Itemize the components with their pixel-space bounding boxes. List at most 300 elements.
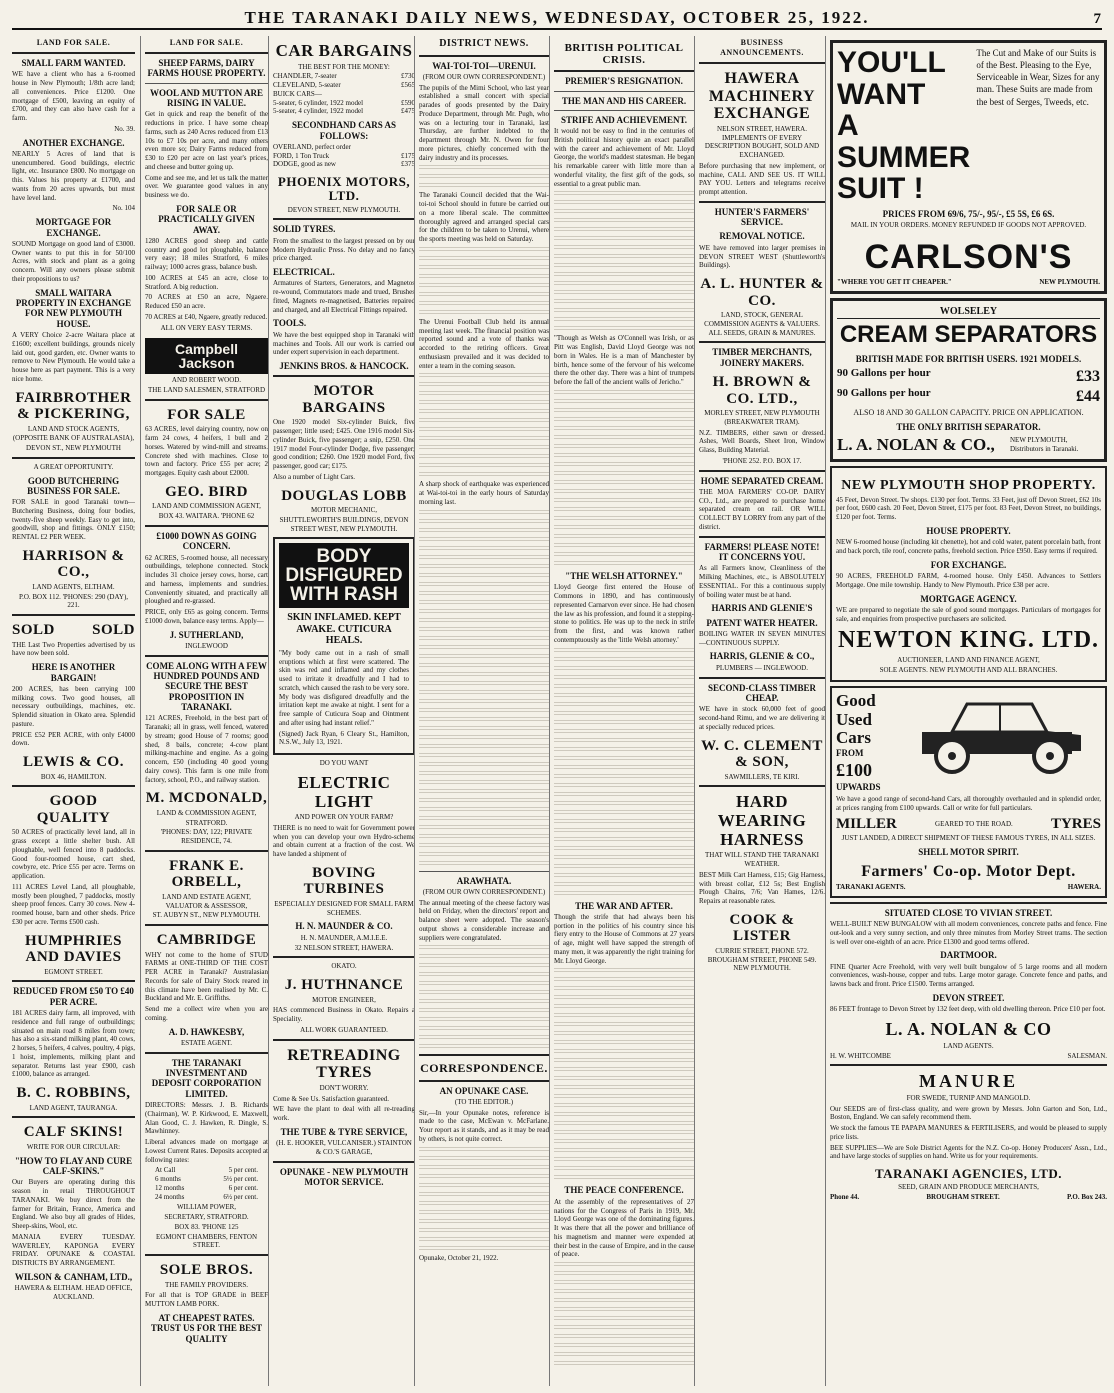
ad-text: WE have a client who has a 6-roomed house in New Plymouth; 1/8th acre land; all conveniences. Price £1200. One mortgage of £500, leaving an equity of £700, and they can also have cash for a farm. bbox=[12, 70, 135, 123]
car-name: FORD, 1 Ton Truck bbox=[273, 151, 330, 160]
ad-slogan: "WHERE YOU GET IT CHEAPER." bbox=[837, 278, 952, 287]
car-price: £475 bbox=[401, 107, 415, 116]
ad-heading: MOTOR BARGAINS bbox=[302, 383, 386, 416]
article-paragraph: "Though as Welsh as O'Connell was Irish, or as Pitt was English, David Lloyd George was not born in Wales. He is a man of Manchester by birth, hence some of the fervour of his welcome there the other day. There was a hint of trumpets before the fall of the ancient walls of Jericho." bbox=[554, 334, 694, 387]
agent-name: WILLIAM POWER, bbox=[176, 1203, 237, 1212]
agent-details: SALESMAN. bbox=[1067, 1051, 1107, 1060]
list-item bbox=[273, 81, 415, 90]
ad-subheading: DON'T WORRY. bbox=[319, 1083, 369, 1092]
used-cars-list bbox=[273, 143, 415, 169]
ad-text: WELL-BUILT NEW BUNGALOW with all modern conveniences, concrete paths and fence. Fine out-look and a very sunny section, and only three minutes from Morley Street trams. The section is well over one-eighth of an acre. Price £1300 and good terms offered. bbox=[830, 920, 1107, 946]
article-signoff: Opunake, October 21, 1922. bbox=[419, 1253, 499, 1262]
agent-details: BOX 43. WAITARA. 'PHONE 62 bbox=[158, 512, 255, 521]
agent-name: GEO. BIRD bbox=[165, 483, 248, 500]
brand-name: WOLSELEY bbox=[837, 306, 1100, 320]
price-label: £100 bbox=[836, 760, 872, 781]
agent-details: MOTOR MECHANIC, bbox=[311, 506, 377, 515]
ad-heading: SHEEP FARMS, DAIRY FARMS HOUSE PROPERTY. bbox=[147, 58, 266, 79]
agent-name: WILSON & CANHAM, LTD., bbox=[14, 1271, 133, 1282]
car-name: 5-seater, 4 cylinder, 1922 model bbox=[273, 107, 364, 116]
article-heading: WAI-TOI-TOI—URENUI. bbox=[432, 60, 536, 71]
ad-heading: RETREADING TYRES bbox=[287, 1046, 401, 1082]
agent-name: HUMPHRIES AND DAVIES bbox=[24, 932, 122, 966]
ad-text: We have a good range of second-hand Cars, all thoroughly overhauled and in splendid order, at prices ranging from £100 upwards. Call or write for full particulars. bbox=[836, 795, 1101, 812]
agent-details: THE LAND SALESMEN, STRATFORD bbox=[147, 386, 266, 395]
wolseley-separator-ad bbox=[830, 298, 1107, 462]
agent-details: (H. E. HOOKER, VULCANISER.) STAINTON & CO.'S GARAGE, bbox=[276, 1139, 412, 1156]
ad-heading: SECOND-CLASS TIMBER CHEAP. bbox=[707, 682, 817, 703]
ad-text: ALSO 18 AND 30 GALLON CAPACITY. PRICE ON APPLICATION. bbox=[853, 407, 1084, 417]
agent-details: NEW PLYMOUTH, Distributors in Taranaki. bbox=[1010, 435, 1079, 453]
rate-term: 24 months bbox=[155, 1192, 185, 1201]
ad-text: SOUND Mortgage on good land of £3000. Owner wants to put this in for 50/100 Acres, with stock and plant as a going concern. Will any owners please submit their propositions to us? bbox=[12, 239, 135, 283]
column-business-announcements bbox=[694, 36, 825, 1386]
agent-name: Farmers' Co-op. Motor Dept. bbox=[861, 863, 1076, 881]
agent-details: LAND AGENTS. bbox=[943, 1041, 994, 1050]
car-name: OVERLAND, perfect order bbox=[273, 142, 351, 151]
section-heading: DISTRICT NEWS. bbox=[439, 38, 529, 49]
agent-details: MORLEY STREET, NEW PLYMOUTH (BREAKWATER TRAM). bbox=[704, 409, 820, 426]
ad-text: FOR SALE in good Taranaki town—Butchering Business, doing four bodies, twenty-five sheep weekly. Easy to get into, goodwill, shop and fittings. ONLY £150; RENTAL £2 PER WEEK. bbox=[12, 498, 135, 542]
ad-text: PRICE, only £65 as going concern. Terms £1000 down, balance easy terms. Apply— bbox=[145, 608, 268, 625]
ad-heading: ELECTRIC LIGHT bbox=[297, 772, 391, 811]
article-heading: PREMIER'S RESIGNATION. bbox=[565, 76, 683, 87]
agent-name: H. N. MAUNDER & CO. bbox=[295, 921, 393, 932]
agent-name: L. A. NOLAN & CO bbox=[885, 1018, 1052, 1039]
car-price: £730 bbox=[401, 72, 415, 81]
tyre-label: TYRES bbox=[1050, 815, 1101, 832]
agent-details: LAND AND COMMISSION AGENT, bbox=[152, 502, 261, 511]
ad-text: THERE is no need to wait for Government power when you can develop your own Hydro-scheme and obtain current at a fraction of the cost. We have landed a shipment of bbox=[273, 823, 415, 859]
article-heading: "THE WELSH ATTORNEY." bbox=[565, 570, 683, 581]
agent-name: J. SUTHERLAND, bbox=[169, 629, 244, 640]
ad-text: N.Z. TIMBERS, either sawn or dressed. Ashes, Well Boards, Sheet Iron, Window Glass, Building Material. bbox=[699, 428, 825, 454]
ad-kicker: OKATO. bbox=[331, 962, 357, 971]
cuticura-ad bbox=[273, 537, 415, 755]
ad-heading: NEW PLYMOUTH SHOP PROPERTY. bbox=[841, 478, 1096, 494]
agent-name: A. D. HAWKESBY, bbox=[168, 1026, 245, 1037]
used-cars-ad bbox=[830, 686, 1107, 898]
agent-name: PHOENIX MOTORS, LTD. bbox=[277, 174, 411, 204]
ad-text: MANAIA EVERY TUESDAY. WAVERLEY, KAPONGA EVERY FRIDAY. OPUNAKE & COASTAL DISTRICTS BY ARRANGEMENT. bbox=[12, 1232, 135, 1267]
ad-heading: SOLID TYRES. bbox=[273, 224, 336, 235]
ad-subheading: AND POWER ON YOUR FARM? bbox=[294, 813, 394, 822]
ad-text: As all Farmers know, Cleanliness of the Milking Machines, etc., is ABSOLUTELY ESSENTIAL. For this a continuous supply of boiling water must be at hand. bbox=[699, 564, 825, 599]
agent-details: H. N. MAUNDER, A.M.I.E.E. bbox=[300, 933, 388, 942]
article-heading: BRITISH POLITICAL CRISIS. bbox=[564, 42, 684, 67]
ad-text: 63 ACRES, level dairying country, now on farm 24 cows, 4 heifers, 1 bull and 2 horses. Watered by wind-mill and streams. Concrete shed with machines. Close to town and factory. Price £55 per acre; 2 mortgages. Equity cash about £2000. bbox=[145, 425, 268, 478]
agent-name: W. C. CLEMENT & SON, bbox=[701, 737, 823, 770]
list-item bbox=[273, 152, 415, 161]
ad-subheading: SKIN INFLAMED. KEPT AWAKE. CUTICURA HEALS. bbox=[287, 612, 401, 647]
agent-name: HAWERA MACHINERY EXCHANGE bbox=[708, 70, 816, 123]
agent-details: SHUTTLEWORTH'S BUILDINGS, DEVON STREET WEST, NEW PLYMOUTH. bbox=[279, 515, 409, 533]
ad-signature: (Signed) Jack Ryan, 6 Cleary St., Hamilton, N.S.W., July 13, 1921. bbox=[279, 729, 409, 747]
ad-text: ALL WORK GUARANTEED. bbox=[300, 1025, 388, 1034]
column-political-crisis bbox=[549, 36, 694, 1386]
ad-text: The Cut and Make of our Suits is of the Best. Pleasing to the Eye, Serviceable in Wear, Sizes for any man. These Suits are made from the best of Serges, Tweeds, etc. bbox=[976, 48, 1100, 107]
rate-term: At Call bbox=[155, 1166, 176, 1175]
ad-text: THE Last Two Properties advertised by us have now been sold. bbox=[12, 640, 135, 658]
ad-heading: SMALL WAITARA PROPERTY IN EXCHANGE FOR NEW PLYMOUTH HOUSE. bbox=[15, 287, 132, 329]
ad-town: NEW PLYMOUTH. bbox=[1039, 278, 1100, 287]
ad-text: UPWARDS bbox=[836, 781, 881, 792]
agent-name: J. HUTHNANCE bbox=[284, 977, 404, 994]
ad-heading: AT CHEAPEST RATES. TRUST US FOR THE BEST QUALITY bbox=[150, 1312, 263, 1344]
agent-name: Campbell Jackson bbox=[145, 338, 268, 374]
ad-subheading: ESPECIALLY DESIGNED FOR SMALL FARM SCHEMES. bbox=[274, 899, 414, 917]
article-paragraph: Sir,—In your Opunake notes, reference is made to the case, McEwan v. McFarlane. Your report as it stands, and as it may be read by others, is not quite correct. bbox=[419, 1108, 549, 1143]
tyre-brand: MILLER bbox=[836, 815, 897, 832]
rate-value: 5 per cent. bbox=[228, 1166, 258, 1175]
ad-text: We stock the famous TE PAPAPA MANURES & FERTILISERS, and would be pleased to supply price lists. bbox=[830, 1124, 1107, 1141]
ad-heading: REMOVAL NOTICE. bbox=[719, 231, 805, 242]
rate-value: 6½ per cent. bbox=[223, 1192, 258, 1201]
ad-text: Liberal advances made on mortgage at Lowest Current Rates. Deposits accepted at following rates: bbox=[145, 1138, 268, 1164]
list-item bbox=[273, 90, 415, 99]
article-paragraph: The Taranaki Council decided that the Wai-toi-toi School should in future be carried out on a more liberal scale. The committee thoroughly agreed and arranged special cars for the children to be taken to Urenui, where the sports meeting was held on Saturday. bbox=[419, 191, 549, 244]
sold-label: SOLD bbox=[92, 622, 135, 639]
ad-headline: A bbox=[837, 109, 859, 142]
agent-details: CURRIE STREET, PHONE 572. BROUGHAM STREET, PHONE 549. NEW PLYMOUTH. bbox=[707, 946, 817, 973]
agent-name: H. BROWN & CO. LTD., bbox=[712, 374, 812, 407]
ad-text: WE are prepared to negotiate the sale of good sound mortgages. Particulars of mortgages for sale, and enquiries from prospective purchasers are solicited. bbox=[836, 605, 1101, 623]
article-paragraph: Lloyd George first entered the House of Commons in 1890, and has continuously represented Carnarvon ever since. He had chosen the law as his profession, and found it a stepping-stone to politics. He was up to the neck in strife from the first, and was known rather contemptuously as the 'little Welsh attorney.' bbox=[554, 583, 694, 644]
vintage-car-icon bbox=[912, 692, 1092, 778]
agent-details: LAND AND STOCK AGENTS, bbox=[27, 424, 120, 433]
agent-details: AND ROBERT WOOD. bbox=[171, 376, 242, 385]
sold-banner bbox=[12, 622, 135, 639]
agent-name: FAIRBROTHER & PICKERING, bbox=[15, 389, 132, 422]
agent-details: EGMONT CHAMBERS, FENTON STREET. bbox=[155, 1232, 258, 1250]
newton-king-property-ad bbox=[830, 466, 1107, 682]
ad-title: BODY DISFIGURED WITH RASH bbox=[279, 543, 409, 608]
ad-text: PRICE £52 PER ACRE, with only £4000 down. bbox=[12, 730, 135, 748]
ad-headline: Good Used Cars bbox=[836, 690, 876, 748]
ad-text: THE MOA FARMERS' CO-OP. DAIRY CO., Ltd., are prepared to purchase home separated cream on rail. OR WILL COLLECT BY LORRY from any part of the district. bbox=[699, 487, 825, 531]
ad-text: 100 ACRES at £45 an acre, close to Stratford. A big reduction. bbox=[145, 273, 268, 291]
column-display-ads bbox=[825, 36, 1107, 1386]
ad-text: A VERY Choice 2-acre Waitara place at £1600; excellent buildings, grounds nicely laid out, good garden, etc. Owner wants to remove to New Plymouth. He would take a house here as part payment. This is a very nice home. bbox=[12, 331, 135, 383]
ad-text: Our SEEDS are of first-class quality, and were grown by Messrs. John Garton and Son, Ltd., Boston, England. We can safely recommend them. bbox=[830, 1104, 1107, 1122]
ad-subheading: THAT WILL STAND THE TARANAKI WEATHER. bbox=[705, 851, 819, 869]
agent-name: L. A. NOLAN & CO., bbox=[837, 435, 995, 455]
tyre-slogan: GEARED TO THE ROAD. bbox=[935, 819, 1013, 828]
ad-text: FINE Quarter Acre Freehold, with very well built bungalow of 5 large rooms and all modern conveniences, wash-house, copper and tubs. Large motor garage. Concrete fence and paths, and lawns back and front. Price £1500. Terms arranged. bbox=[830, 962, 1107, 989]
article-heading: THE WAR AND AFTER. bbox=[575, 900, 673, 911]
article-paragraph: The pupils of the Mimi School, who last year established a small concert with special parades of goods presented by the Dairy Produce Department, through Mr. Pugh, who was on a lecturing tour in Taranaki, last Thursday, are further indebted to the department through Mr. N. Owen for four more pictures, chiefly concerned with the dairy industry and its processes. bbox=[419, 83, 549, 162]
car-price: £565 bbox=[401, 81, 415, 90]
agent-details: NELSON STREET, HAWERA. IMPLEMENTS OF EVERY DESCRIPTION BOUGHT, SOLD AND EXCHANGED. bbox=[704, 124, 820, 160]
ad-text: BEE SUPPLIES—We are Sole District Agents for the N.Z. Co-op. Honey Producers' Assn., Ltd., and have large stocks of supplies on hand. Write us for your requirements. bbox=[830, 1143, 1107, 1161]
article-paragraph: The Urenui Football Club held its annual meeting last week. The financial position was reported sound and a vote of thanks was accorded to the retiring officers. Great enthusiasm prevailed and it was decided to enter a team in the coming season. bbox=[419, 317, 549, 370]
agent-details: Phone 44. bbox=[830, 1193, 860, 1202]
ad-text: WE have the plant to deal with all re-treading work. bbox=[273, 1105, 415, 1122]
list-item bbox=[273, 99, 415, 108]
ad-heading: FOR SALE bbox=[167, 406, 246, 423]
agent-name: LEWIS & CO. bbox=[23, 754, 124, 771]
ad-heading: SMALL FARM WANTED. bbox=[21, 58, 126, 68]
ad-text: One 1920 model Six-cylinder Buick, five passenger; little used; £425. One 1916 model Six-cylinder Buick, five passenger; a snip, £250. One 1917 model Four-cylinder Dodge, five passenger; good condition; £260. One 1920 model Ford, five passenger, good car; £175. bbox=[273, 418, 415, 471]
ad-heading: TOOLS. bbox=[273, 318, 307, 329]
ad-text: JUST LANDED, A DIRECT SHIPMENT OF THESE FAMOUS TYRES, IN ALL SIZES. bbox=[841, 834, 1096, 843]
ad-subheading: FOR SWEDE, TURNIP AND MANGOLD. bbox=[906, 1093, 1031, 1102]
agent-details: BOX 46, HAMILTON. bbox=[40, 772, 107, 781]
car-name: CHANDLER, 7-seater bbox=[273, 72, 337, 81]
section-heading: LAND FOR SALE. bbox=[36, 38, 111, 47]
agent-details: LAND AGENTS, ELTHAM. bbox=[32, 582, 115, 591]
agent-details: BROUGHAM STREET. bbox=[926, 1193, 1000, 1202]
agent-details: DEVON ST., NEW PLYMOUTH bbox=[26, 444, 121, 452]
ad-text: HAS commenced Business in Okato. Repairs a Speciality. bbox=[273, 1006, 415, 1024]
agent-details: P.O. BOX 112. 'PHONES: 290 (DAY), 221. bbox=[18, 592, 129, 610]
table-row bbox=[155, 1175, 258, 1184]
ad-heading: HERE IS ANOTHER BARGAIN! bbox=[31, 662, 116, 683]
agent-name: TARANAKI AGENCIES, LTD. bbox=[874, 1166, 1063, 1182]
ad-kicker: A GREAT OPPORTUNITY. bbox=[33, 462, 114, 471]
ad-heading: HOME SEPARATED CREAM. bbox=[700, 475, 824, 486]
ad-headline: SUIT ! bbox=[837, 172, 924, 205]
agent-details: MOTOR ENGINEER, bbox=[312, 995, 376, 1004]
ad-text: From the smallest to the largest pressed on by our Modern Hydraulic Press. No delay and no fancy price charged. bbox=[273, 236, 415, 263]
ad-reference: No. 39. bbox=[114, 124, 135, 133]
section-heading: BUSINESS ANNOUNCEMENTS. bbox=[720, 38, 804, 57]
article-paragraph: A sharp shock of earthquake was experienced at Wai-toi-toi in the early hours of Saturday morning last. bbox=[419, 480, 549, 506]
agent-details: INGLEWOOD bbox=[185, 641, 228, 650]
ad-text: 1280 ACRES good sheep and cattle country and good lot ploughable, balance very easy; 18 miles Stratford, 6 miles railway; 1000 acres grass, balance bush. bbox=[145, 236, 268, 272]
agent-details: SAWMILLERS, TE KIRI. bbox=[724, 772, 800, 781]
car-name: DODGE, good as new bbox=[273, 160, 336, 169]
ad-text: DIRECTORS: Messrs. J. B. Richards (Chairman), W. P. Kirkwood, E. Maxwell, Alan Good, C. J. Hawken, R. Dingle, S. Mawhinney. bbox=[145, 1101, 268, 1136]
ad-text: Come & See Us. Satisfaction guaranteed. bbox=[273, 1094, 390, 1103]
agent-details: 32 NELSON STREET, HAWERA. bbox=[294, 943, 394, 952]
ad-heading: HOUSE PROPERTY. bbox=[926, 525, 1011, 536]
agent-details: EGMONT STREET. bbox=[44, 967, 103, 976]
article-heading: AN OPUNAKE CASE. bbox=[439, 1085, 529, 1096]
ad-text: 50 ACRES of practically level land, all in grass except a little shelter bush. All ploughable, well fenced into 8 paddocks. Good four-roomed house, cart shed, cowbyre, etc. Price £55 per acre. Terms on application. bbox=[12, 828, 135, 881]
list-item bbox=[273, 72, 415, 81]
ad-heading: ELECTRICAL. bbox=[273, 267, 335, 278]
agent-name: HARRISON & CO., bbox=[22, 547, 125, 581]
newspaper-title: THE TARANAKI DAILY NEWS, WEDNESDAY, OCTOBER 25, 1922. bbox=[244, 8, 870, 27]
ad-heading: DEVON STREET. bbox=[932, 992, 1005, 1003]
article-heading: THE MAN AND HIS CAREER. bbox=[561, 95, 687, 106]
ad-text: WE have in stock 60,000 feet of good second-hand Rimu, and we are delivering it at specially reduced prices. bbox=[699, 705, 825, 731]
ad-text: WE have removed into larger premises in DEVON STREET WEST (Shuttleworth's Buildings). bbox=[699, 243, 825, 270]
ad-heading: GOOD BUTCHERING BUSINESS FOR SALE. bbox=[27, 475, 120, 496]
ad-heading: £1000 DOWN AS GOING CONCERN. bbox=[156, 530, 257, 552]
ad-heading: OPUNAKE - NEW PLYMOUTH MOTOR SERVICE. bbox=[279, 1166, 409, 1187]
ad-text: 45 Feet, Devon Street. Tw shops. £130 per foot. Terms. 33 Feet, just off Devon Street, £62 10s per foot, £600 cash. 20 Feet, Devon Street, £175 per foot. 83 Feet, Devon Street, no buildings, £120 per foot. Terms. bbox=[836, 495, 1101, 522]
ad-text: Send me a collect wire when you are coming. bbox=[145, 1005, 268, 1022]
ad-text: MAIL IN YOUR ORDERS. MONEY REFUNDED IF GOODS NOT APPROVED. bbox=[850, 220, 1087, 229]
ad-text: Our Buyers are operating during this season in retail THROUGHOUT TARANAKI. We buy direct from the farmer for Britain, France, America and England. We also buy all grades of Hides, Sheep-skins, Wool, etc. bbox=[12, 1178, 135, 1230]
ad-text: BEST Milk Cart Harness, £15; Gig Harness, with breast collar, £12 5s; Best English Plough Chains, 7/6; Van Hames, 12/6. Repairs at reasonable rates. bbox=[699, 870, 825, 906]
article-heading: CORRESPONDENCE. bbox=[420, 1061, 548, 1076]
article-paragraph: The annual meeting of the cheese factory was held on Friday, when the directors' report and balance sheet were adopted. The season's output shows a considerable increase and suppliers were congratulated. bbox=[419, 898, 549, 942]
ad-heading: FOR SALE OR PRACTICALLY GIVEN AWAY. bbox=[158, 203, 255, 235]
brand-logo: CARLSON'S bbox=[864, 237, 1073, 276]
agent-details: H. W. WHITCOMBE bbox=[830, 1051, 891, 1060]
agent-name: COOK & LISTER bbox=[729, 911, 795, 945]
ad-heading: MANURE bbox=[919, 1071, 1018, 1092]
table-row bbox=[155, 1184, 258, 1193]
ad-heading: SECONDHAND CARS AS FOLLOWS: bbox=[291, 120, 397, 141]
ad-text: FROM bbox=[836, 748, 864, 759]
ad-headline: WANT bbox=[837, 77, 926, 111]
capacity-label: 90 Gallons per hour bbox=[837, 366, 931, 379]
agent-details: AUCTIONEER, LAND AND FINANCE AGENT, bbox=[897, 656, 1040, 665]
agent-details: THE FAMILY PROVIDERS. bbox=[164, 1280, 249, 1289]
ad-text: 200 ACRES, has been carrying 100 milking cows. Two good houses, all necessary outbuildings, machines, etc. Splendid situation in Okato area. Splendid pasture. bbox=[12, 684, 135, 728]
ad-headline: YOU'LL bbox=[837, 46, 946, 79]
rate-term: 6 months bbox=[155, 1175, 181, 1184]
agent-details: P.O. Box 243. bbox=[1067, 1193, 1107, 1202]
ad-tagline: THE ONLY BRITISH SEPARATOR. bbox=[896, 421, 1041, 432]
ad-headline: SUMMER bbox=[837, 140, 971, 174]
ad-heading: SITUATED CLOSE TO VIVIAN STREET. bbox=[884, 907, 1053, 918]
article-byline: (FROM OUR OWN CORRESPONDENT.) bbox=[422, 887, 546, 896]
column-land-for-sale-2 bbox=[140, 36, 268, 1386]
ad-text: Get in quick and reap the benefit of the reductions in price. I have some cheap farms, such as 240 Acres reduced from £13 10s to £7 10s per acre, and many others even more so; Dairy Farms reduced from £30 to £20 per acre on last year's prices, and cheese and butter going up. bbox=[145, 110, 268, 171]
ad-text: 121 ACRES, Freehold, in the best part of Taranaki; all in grass, well fenced, watered by stream; good House of 7 rooms; good shed, 8 bails, concrete; 4-cow plant milking-machine and engine. As a going concern, £50 (including 40 good young dairy cows). This farm is one mile from factory, school, P.O., and railway station. bbox=[145, 714, 268, 784]
agent-name: HARRIS, GLENIE & CO., bbox=[709, 651, 815, 662]
ad-heading: DARTMOOR. bbox=[940, 950, 997, 961]
price-label: £44 bbox=[1076, 387, 1100, 405]
car-price: £175 bbox=[401, 151, 415, 160]
ad-text: WRITE FOR OUR CIRCULAR: bbox=[26, 1142, 121, 1151]
agent-name: THE TUBE & TYRE SERVICE, bbox=[280, 1126, 408, 1137]
carlsons-suit-ad bbox=[830, 40, 1107, 294]
deposit-rates-table bbox=[155, 1166, 258, 1201]
page-number: 7 bbox=[1093, 11, 1102, 27]
agent-name: M. MCDONALD, bbox=[145, 790, 268, 807]
ad-text: 111 ACRES Level Land, all ploughable, mostly been ploughed, 7 paddocks, mostly sheep proof fences. Carry 30 cows. New 4-roomed house, barn and other sheds. Price £30 per acre. Terms £500 cash. bbox=[12, 882, 135, 926]
agent-details: SOLE AGENTS. NEW PLYMOUTH AND ALL BRANCHES. bbox=[879, 666, 1058, 675]
ad-heading: HUNTER'S FARMERS' SERVICE. bbox=[714, 206, 810, 228]
ad-heading: "HOW TO FLAY AND CURE CALF-SKINS." bbox=[14, 1155, 133, 1176]
ad-prices: PRICES FROM 69/6, 75/-, 95/-, £5 5S, £6 6S. bbox=[882, 208, 1055, 219]
agent-details: HAWERA. bbox=[1067, 882, 1101, 891]
ad-text: NEARLY 5 Acres of land that is unencumbered. Good buildings, electric light, etc. Insurance £800. No mortgage on this. Values his property at £1700, and wants from 20 acres upwards, but must have level land. bbox=[12, 149, 135, 202]
car-name: BUICK CARS— bbox=[273, 89, 322, 98]
ad-text: SHELL MOTOR SPIRIT. bbox=[918, 847, 1019, 858]
column-motoring bbox=[268, 36, 415, 1386]
agent-details: TARANAKI AGENTS. bbox=[836, 882, 906, 891]
ad-text: 86 FEET frontage to Devon Street by 132 feet deep, with old dwelling thereon. Price £10 per foot. bbox=[830, 1005, 1106, 1014]
list-item bbox=[273, 160, 415, 169]
agent-name: NEWTON KING. LTD. bbox=[837, 627, 1100, 654]
agent-details: LAND, STOCK, GENERAL COMMISSION AGENTS & VALUERS. ALL SEEDS, GRAIN & MANURES. bbox=[704, 311, 820, 337]
car-name: 5-seater, 6 cylinder, 1922 model bbox=[273, 98, 364, 107]
agent-name: DOUGLAS LOBB bbox=[281, 487, 407, 504]
ad-text: For all that is TOP GRADE in BEEF MUTTON LAMB PORK. bbox=[145, 1291, 268, 1309]
ad-heading: CAMBRIDGE bbox=[156, 932, 257, 949]
agent-name: HARRIS AND GLENIE'S bbox=[711, 603, 813, 614]
ad-heading: MORTGAGE AGENCY. bbox=[920, 593, 1017, 604]
ad-heading: FARMERS! PLEASE NOTE! IT CONCERNS YOU. bbox=[704, 541, 820, 562]
ad-reference: No. 104 bbox=[112, 204, 135, 213]
ad-text: We have the best equipped shop in Taranaki with machines and Tools. All our work is carried out under expert supervision in each department. bbox=[273, 330, 415, 357]
ad-text: Before purchasing that new implement, or machine, CALL AND SEE US. IT WILL PAY YOU. Letters and telegrams receive prompt attention. bbox=[699, 161, 825, 197]
agent-details: LAND AGENT, TAURANGA. bbox=[29, 1103, 118, 1112]
ad-text: 70 ACRES at £40, Ngaere, greatly reduced. bbox=[145, 312, 268, 321]
article-paragraph: It would not be easy to find in the centuries of British political history quite an exact parallel with the career and achievement of Mr. Lloyd George, the world's maddest statesman. He began his remarkable career with little more than a wonderful vitality, the first gift of the gods, so essential to a great public man. bbox=[554, 127, 694, 188]
car-price: £590 bbox=[401, 98, 415, 107]
agent-name: FRANK E. ORBELL, bbox=[169, 857, 244, 891]
ad-text: ALL ON VERY EASY TERMS. bbox=[160, 323, 253, 332]
article-heading: STRIFE AND ACHIEVEMENT. bbox=[560, 114, 688, 125]
ad-heading: REDUCED FROM £50 TO £40 PER ACRE. bbox=[13, 986, 134, 1007]
ad-heading: PATENT WATER HEATER. bbox=[706, 617, 818, 628]
ad-text: Armatures of Starters, Generators, and Magnetos re-wound, Commutators made and trued, Brushes fitted, Magnets re-magnetised, Batteries repaired and charged, and all Electrical Fittings repaired. bbox=[273, 279, 415, 314]
agent-details: ESTATE AGENT. bbox=[180, 1039, 233, 1047]
ad-heading: FOR EXCHANGE. bbox=[930, 559, 1007, 570]
ad-heading: MORTGAGE FOR EXCHANGE. bbox=[35, 217, 112, 238]
agent-details: 'PHONE 252. P.O. BOX 17. bbox=[722, 456, 802, 465]
ad-heading: GOOD QUALITY bbox=[36, 793, 111, 826]
agent-details: 'PHONES: DAY, 122; PRIVATE RESIDENCE, 74. bbox=[160, 828, 253, 846]
ad-testimonial: "My body came out in a rash of small eruptions which at first were scattered. The skin was red and inflamed and my clothes used to irritate it dreadfully and I had to scratch, which caused the rash to be very sore. My body was disfigured dreadfully and the irritation kept me awake at night. I sent for a free sample of Cuticura Soap and Ointment and after using had instant relief." bbox=[279, 648, 409, 727]
ad-heading: HARD WEARING HARNESS bbox=[717, 792, 807, 849]
ad-text: 90 ACRES, FREEHOLD FARM, 4-roomed house. Only £450. Advances to Settlers Mortgage. One mile township. Handy to New Plymouth. Price £38 per acre. bbox=[836, 572, 1101, 589]
ad-text: Also a number of Light Cars. bbox=[273, 472, 356, 481]
ad-text: NEW 6-roomed house (including kit chenette), hot and cold water, patent porcelain bath, front and back porch, tile roof, concrete paths, freehold section. Price £950. Easy terms if required. bbox=[836, 538, 1101, 556]
agent-details: BOX 83. 'PHONE 125 bbox=[174, 1222, 239, 1231]
article-heading: ARAWHATA. bbox=[456, 875, 512, 886]
ad-heading: TIMBER MERCHANTS, JOINERY MAKERS. bbox=[712, 347, 812, 368]
ad-text: 62 ACRES, 5-roomed house, all necessary outbuildings, telephone connected. Stock includes 31 choice jersey cows, horse, cart and harness, implements and sundries. Conveniently situated, and practically all ploughed and re-grassed. bbox=[145, 553, 268, 606]
agent-details: DEVON STREET, NEW PLYMOUTH. bbox=[287, 205, 401, 214]
column-district-news bbox=[414, 36, 549, 1386]
article-paragraph: At the assembly of the representatives of 27 nations for the Congress of Paris in 1919, Mr. Lloyd George was one of the dominating figures. It was there that all the power and brilliance of his magnetism and manner were expended at their best in the cause of Empire, and in the cause of peace. bbox=[554, 1197, 694, 1259]
agent-details: LAND AND ESTATE AGENT, VALUATOR & ASSESSOR, bbox=[162, 892, 251, 910]
agent-details: STRATFORD. bbox=[185, 818, 228, 827]
ad-text: 181 ACRES dairy farm, all improved, with residence and full range of outbuildings; situated on main road 8 miles from town; has also a six-stand milking plant, 40 cows, 2 horses, 5 heifers, 4 calves, poultry, 4 pigs, 1 hoist, implements, milking plant and separator. Returns last year £900, cash £1000, balance as arranged. bbox=[12, 1009, 135, 1079]
column-land-for-sale-1 bbox=[12, 36, 135, 1386]
ad-text: WHY not come to the home of STUD FARMS at ONE-THIRD OF THE COST PER ACRE in Taranaki? Australasian Records for sale of Dairy Stock reared in this climate have been realised by Mr. C. Buckland and Mr. E. Griffiths. bbox=[145, 950, 268, 1003]
section-heading: LAND FOR SALE. bbox=[169, 38, 244, 47]
agent-name: JENKINS BROS. & HANCOCK. bbox=[279, 361, 409, 371]
ad-heading: CAR BARGAINS bbox=[275, 41, 413, 60]
ad-heading: WOOL AND MUTTON ARE RISING IN VALUE. bbox=[149, 87, 264, 109]
agent-details: SEED, GRAIN AND PRODUCE MERCHANTS, bbox=[898, 1183, 1039, 1192]
rate-term: 12 months bbox=[155, 1183, 185, 1192]
masthead bbox=[12, 6, 1102, 30]
new-cars-list bbox=[273, 72, 415, 116]
list-item bbox=[273, 107, 415, 116]
agent-name: A. L. HUNTER & CO. bbox=[700, 276, 824, 309]
agent-name: B. C. ROBBINS, bbox=[16, 1085, 131, 1102]
article-paragraph: Though the strife that had always been his portion in the politics of his country since his fiery entry to the House of Commons at 27 years of age, might well have sapped the strength of many men, it was apparently the right training for Mr. Lloyd George. bbox=[554, 912, 694, 965]
article-byline: (FROM OUR OWN CORRESPONDENT.) bbox=[422, 72, 546, 81]
agent-details: ST. AUBYN ST., NEW PLYMOUTH. bbox=[152, 911, 261, 920]
agent-details: (OPPOSITE BANK OF AUSTRALASIA), bbox=[12, 434, 135, 443]
capacity-label: 90 Gallons per hour bbox=[837, 386, 931, 399]
table-row bbox=[155, 1193, 258, 1202]
car-name: CLEVELAND, 5-seater bbox=[273, 81, 341, 90]
ad-headline: CREAM SEPARATORS bbox=[839, 321, 1098, 349]
agent-details: LAND & COMMISSION AGENT, bbox=[156, 808, 257, 817]
price-label: £33 bbox=[1076, 367, 1100, 385]
list-item bbox=[273, 143, 415, 152]
ad-kicker: DO YOU WANT bbox=[319, 759, 369, 768]
ad-text: BOILING WATER IN SEVEN MINUTES—CONTINUOUS SUPPLY. bbox=[699, 629, 825, 647]
rate-value: 5½ per cent. bbox=[223, 1175, 258, 1184]
agent-details: PLUMBERS — INGLEWOOD. bbox=[716, 663, 808, 672]
ad-text: 70 ACRES at £50 an acre, Ngaere. Reduced £50 an acre. bbox=[145, 293, 268, 311]
agent-details: HAWERA & ELTHAM. HEAD OFFICE, AUCKLAND. bbox=[14, 1284, 133, 1301]
